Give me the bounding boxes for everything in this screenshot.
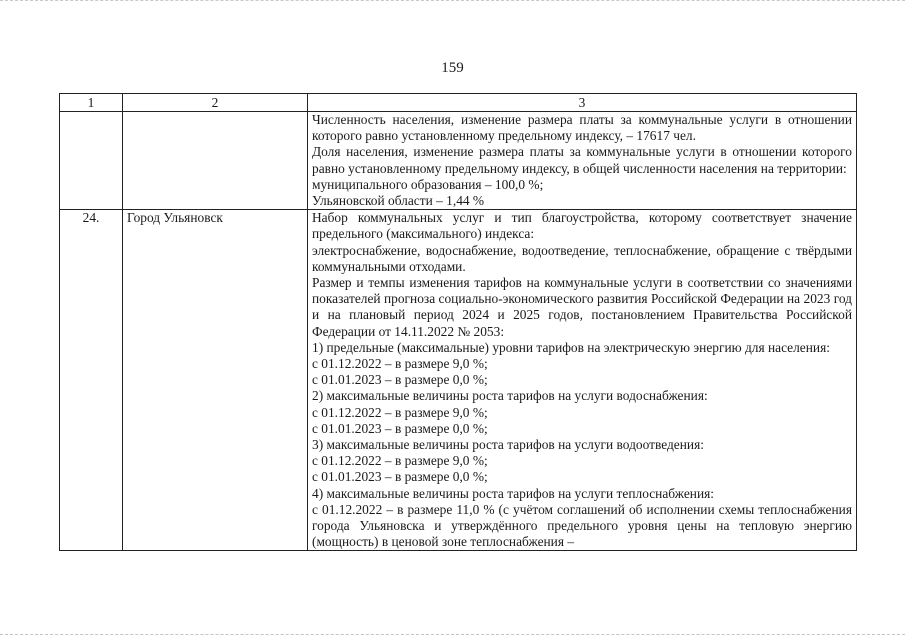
header-col-3: 3 — [308, 94, 857, 112]
header-col-2: 2 — [123, 94, 308, 112]
scan-edge-top — [0, 0, 905, 9]
heat-supply-dec-paragraph: с 01.12.2022 – в размере 11,0 % (с учётом соглашений об исполнении схемы теплоснабжения города Ульяновска и утверждённого предельного уровня цены на тепловую энергию (мощность) в ценовой зоне теплоснабжения – — [312, 501, 852, 550]
drainage-dec-line: с 01.12.2022 – в размере 9,0 %; — [312, 453, 488, 469]
population-share-paragraph: Доля населения, изменение размера платы за коммунальные услуги в отношении которого равно установленному предельному индексу, в общей численности населения на территории: — [312, 144, 852, 176]
population-count-paragraph: Численность населения, изменение размера платы за коммунальные услуги в отношении которого равно установленному предельному индексу, – 17617 чел. — [312, 112, 852, 144]
drainage-heading: 3) максимальные величины роста тарифов на услуги водоотведения: — [312, 437, 704, 453]
document-table — [59, 93, 857, 551]
header-col-1: 1 — [60, 94, 123, 112]
scan-edge-bottom — [0, 628, 905, 635]
services-list-paragraph: электроснабжение, водоснабжение, водоотведение, теплоснабжение, обращение с твёрдыми коммунальными отходами. — [312, 242, 852, 274]
municipality-share-line: муниципального образования – 100,0 %; — [312, 176, 544, 192]
indicator-text-cell — [308, 112, 857, 210]
water-supply-heading: 2) максимальные величины роста тарифов на услуги водоснабжения: — [312, 388, 708, 404]
table-header-row — [60, 94, 857, 112]
row-number-cell — [60, 112, 123, 210]
region-share-line: Ульяновской области – 1,44 % — [312, 193, 485, 209]
page-number: 159 — [441, 60, 464, 76]
tariff-basis-paragraph: Размер и темпы изменения тарифов на коммунальные услуги в соответствии со значениями показателей прогноза социально-экономического развития Российской Федерации на 2023 год и на плановый период 2024 и 2025 годов, постановлением Правительства Российской Федерации от 14.11.2022 № 2053: — [312, 275, 852, 339]
electricity-heading: 1) предельные (максимальные) уровни тарифов на электрическую энергию для населения: — [312, 339, 830, 355]
tariff-text-cell — [308, 210, 857, 551]
water-supply-dec-line: с 01.12.2022 – в размере 9,0 %; — [312, 404, 488, 420]
electricity-dec-line: с 01.12.2022 – в размере 9,0 %; — [312, 356, 488, 372]
electricity-jan-line: с 01.01.2023 – в размере 0,0 %; — [312, 372, 488, 388]
drainage-jan-line: с 01.01.2023 – в размере 0,0 %; — [312, 469, 488, 485]
municipality-cell — [123, 112, 308, 210]
table-row-continuation — [60, 112, 857, 210]
municipality-cell: Город Ульяновск — [123, 210, 308, 551]
heat-supply-heading: 4) максимальные величины роста тарифов на услуги теплоснабжения: — [312, 485, 714, 501]
services-set-paragraph: Набор коммунальных услуг и тип благоустройства, которому соответствует значение предельного (максимального) индекса: — [312, 210, 852, 242]
table-row-24 — [60, 210, 857, 551]
row-number-cell: 24. — [60, 210, 123, 551]
water-supply-jan-line: с 01.01.2023 – в размере 0,0 %; — [312, 420, 488, 436]
